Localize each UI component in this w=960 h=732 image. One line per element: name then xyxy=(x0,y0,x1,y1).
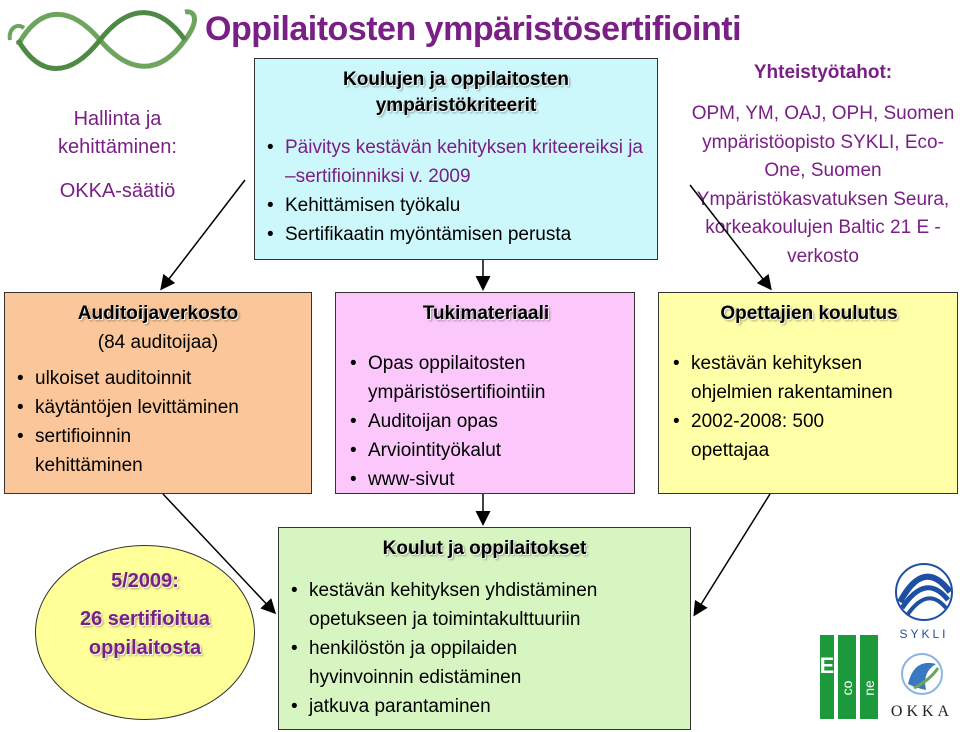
yhteistyo-heading: Yhteistyötahot: xyxy=(753,62,893,83)
koulut-item: • jatkuva parantaminen xyxy=(291,692,678,721)
arrow-kriteerit-auditoijat xyxy=(162,180,245,288)
tukimateriaali-item: • Opas oppilaitosten ympäristösertifiointiin xyxy=(350,349,622,407)
auditoijat-item: • ulkoiset auditoinnit xyxy=(17,364,299,393)
auditoijat-item: • käytäntöjen levittäminen xyxy=(17,393,299,422)
kriteerit-item: • Kehittämisen työkalu xyxy=(267,191,645,220)
kriteerit-item: • Sertifikaatin myöntämisen perusta xyxy=(267,220,645,249)
sertifioitu-text: 26 sertifioitua oppilaitosta xyxy=(79,608,211,659)
auditoijat-item: • sertifioinnin kehittäminen xyxy=(17,422,299,480)
auditoijat-heading: Auditoijaverkosto xyxy=(77,303,239,324)
svg-text:E: E xyxy=(819,653,835,678)
tukimateriaali-item: • Auditoijan opas xyxy=(350,407,622,436)
sykli-logo xyxy=(890,562,958,642)
hallinta-org: OKKA-säätiö xyxy=(59,180,176,202)
okka-logo xyxy=(886,650,958,722)
okka-logo-text: OKKA xyxy=(890,703,954,720)
auditoijat-count: (84 auditoijaa) xyxy=(97,332,219,353)
koulut-item: • kestävän kehityksen yhdistäminen opetukseen ja toimintakulttuuriin xyxy=(291,576,678,634)
page-title: Oppilaitosten ympäristösertifiointi xyxy=(205,10,742,48)
tukimateriaali-heading: Tukimateriaali xyxy=(422,303,550,324)
yhteistyo-text: OPM, YM, OAJ, OPH, Suomen ympäristöopisto SYKLI, Eco-One, Suomen Ympäristökasvatuksen Seura, korkeakoulujen Baltic 21 E -verkosto xyxy=(691,103,955,267)
arrow-kriteerit-koulutus xyxy=(690,185,770,288)
koulutus-item: • 2002-2008: 500 opettajaa xyxy=(673,407,945,465)
koulut-item: • henkilöstön ja oppilaiden hyvinvoinnin edistäminen xyxy=(291,634,678,692)
koulutus-item: • kestävän kehityksen ohjelmien rakentaminen xyxy=(673,349,945,407)
kriteerit-heading: Koulujen ja oppilaitosten ympäristökriteerit xyxy=(343,69,569,116)
koulut-heading: Koulut ja oppilaitokset xyxy=(382,538,587,559)
hallinta-heading: Hallinta ja kehittäminen: xyxy=(58,108,177,158)
sertifioitu-date: 5/2009: xyxy=(111,570,179,592)
svg-text:co: co xyxy=(839,680,855,696)
arrow-auditoijat-koulut xyxy=(163,494,274,612)
koulutus-heading: Opettajien koulutus xyxy=(720,303,898,324)
sykli-logo-text: SYKLI xyxy=(899,627,949,641)
tukimateriaali-item: • www-sivut xyxy=(350,465,622,494)
kriteerit-item: • Päivitys kestävän kehityksen kriteereiksi ja –sertifioinniksi v. 2009 xyxy=(267,133,645,191)
ecoone-logo xyxy=(818,633,880,725)
svg-text:ne: ne xyxy=(861,680,877,696)
arrow-koulutus-koulut xyxy=(695,494,770,614)
tukimateriaali-item: • Arviointityökalut xyxy=(350,436,622,465)
